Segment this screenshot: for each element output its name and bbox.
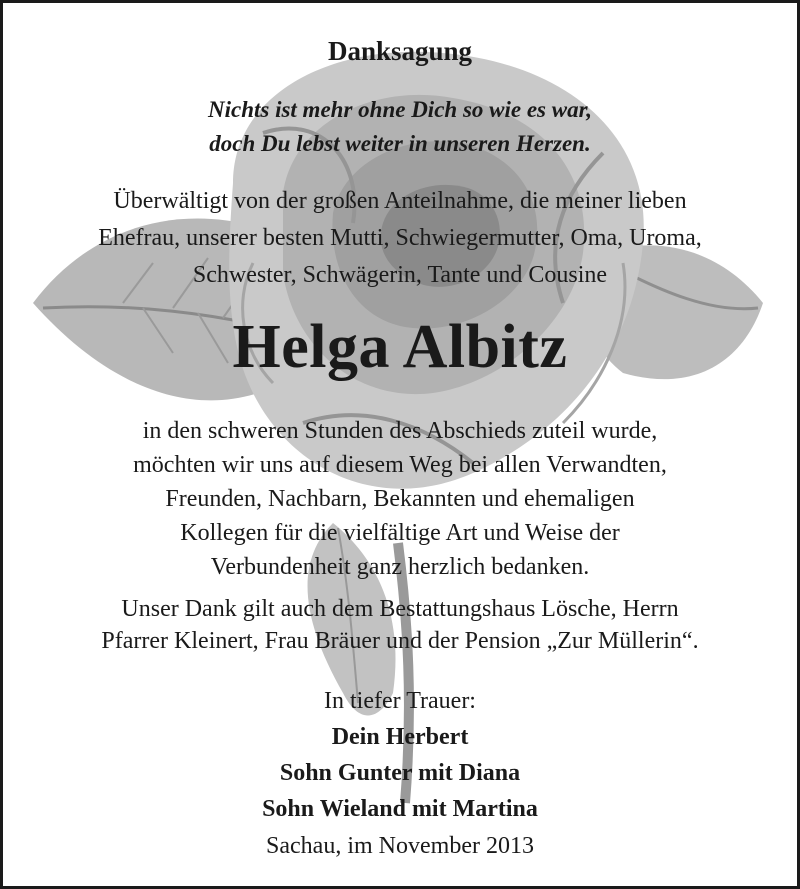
motto-line: doch Du lebst weiter in unseren Herzen.: [209, 131, 591, 156]
place-date: Sachau, im November 2013: [266, 833, 534, 859]
thanks-line: Kollegen für die vielfältige Art und Weise der: [180, 520, 620, 546]
deceased-name: Helga Albitz: [232, 313, 568, 381]
thanks-line: Freunden, Nachbarn, Bekannten und ehemaligen: [165, 486, 635, 512]
intro-line: Schwester, Schwägerin, Tante und Cousine: [192, 262, 608, 288]
mourners-block: [3, 683, 797, 827]
motto: [3, 93, 797, 161]
thanks-line: in den schweren Stunden des Abschieds zuteil wurde,: [142, 418, 658, 444]
mourners-intro: In tiefer Trauer:: [324, 688, 476, 714]
thanks-text: [3, 414, 797, 584]
notice-heading: Danksagung: [327, 36, 473, 66]
thanks-line: möchten wir uns auf diesem Weg bei allen Verwandten,: [133, 452, 667, 478]
mourner-name: Dein Herbert: [331, 724, 469, 750]
extra-thanks-line: Pfarrer Kleinert, Frau Bräuer und der Pension „Zur Müllerin“.: [101, 628, 699, 654]
intro-text: [3, 183, 797, 294]
mourner-name: Sohn Gunter mit Diana: [279, 760, 521, 786]
mourner-name: Sohn Wieland mit Martina: [262, 796, 538, 822]
intro-line: Überwältigt von der großen Anteilnahme, die meiner lieben: [113, 188, 687, 214]
extra-thanks-text: [3, 593, 797, 657]
extra-thanks-line: Unser Dank gilt auch dem Bestattungshaus Lösche, Herrn: [121, 596, 679, 622]
thanks-line: Verbundenheit ganz herzlich bedanken.: [210, 554, 590, 580]
intro-line: Ehefrau, unserer besten Mutti, Schwiegermutter, Oma, Uroma,: [98, 225, 702, 251]
motto-line: Nichts ist mehr ohne Dich so wie es war,: [207, 97, 593, 122]
